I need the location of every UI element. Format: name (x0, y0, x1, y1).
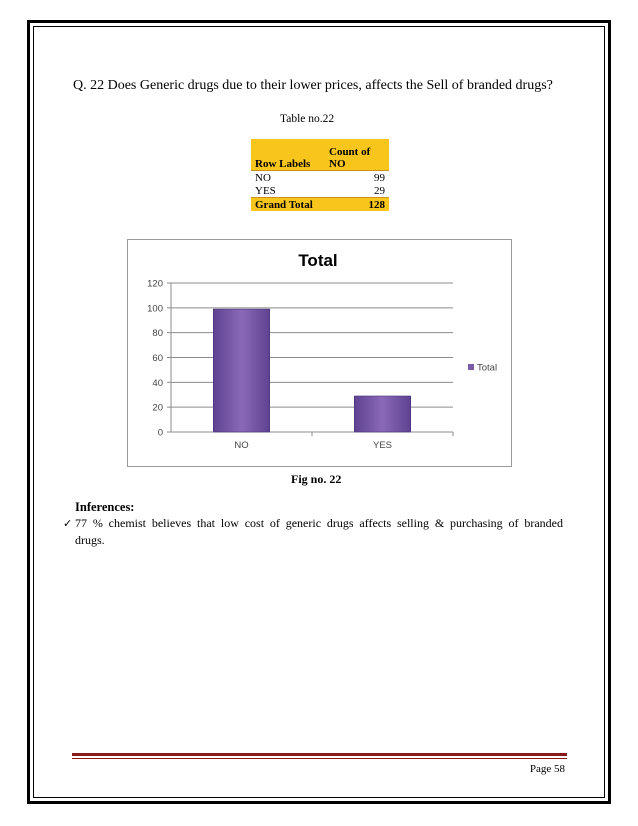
bar-chart (128, 240, 511, 466)
chart-title: Total (298, 251, 338, 270)
x-tick-label: NO (234, 440, 249, 451)
row-value: 29 (374, 184, 385, 197)
y-tick-label: 120 (147, 278, 163, 290)
table-row (251, 184, 389, 198)
row-label: NO (255, 171, 271, 184)
bar (213, 309, 269, 432)
question-text: Q. 22 Does Generic drugs due to their lower prices, affects the Sell of branded drugs? (73, 78, 553, 93)
table-row (251, 171, 389, 185)
bar (354, 396, 410, 432)
header-count: Count of NO (325, 139, 389, 171)
y-tick-label: 100 (147, 303, 163, 315)
legend-label: Total (477, 362, 498, 374)
footer-rule-thin (72, 758, 567, 759)
figure-caption: Fig no. 22 (291, 472, 342, 486)
pivot-header-row (251, 139, 389, 171)
row-value: 99 (374, 171, 385, 184)
inference-item (63, 515, 563, 549)
legend-swatch (468, 364, 474, 370)
x-tick-label: YES (372, 440, 393, 451)
y-tick-label: 40 (152, 377, 163, 389)
inference-text: 77 % chemist believes that low cost of generic drugs affects selling & purchasing of branded drugs. (75, 516, 563, 547)
table-caption: Table no.22 (280, 113, 335, 125)
grand-total-value: 128 (325, 198, 389, 212)
y-tick-label: 60 (152, 353, 163, 364)
inferences-title: Inferences: (75, 500, 135, 514)
check-icon: ✓ (63, 517, 73, 530)
header-row-labels: Row Labels (251, 139, 325, 171)
chart-container (127, 239, 512, 467)
footer-rule (72, 753, 567, 756)
grand-total-row (251, 198, 389, 212)
grand-total-label: Grand Total (251, 198, 325, 212)
pivot-table (251, 139, 389, 211)
y-tick-label: 0 (157, 427, 163, 439)
y-tick-label: 20 (152, 402, 163, 414)
row-label: YES (255, 184, 276, 197)
page-number: Page 58 (529, 763, 565, 775)
y-tick-label: 80 (152, 328, 163, 340)
